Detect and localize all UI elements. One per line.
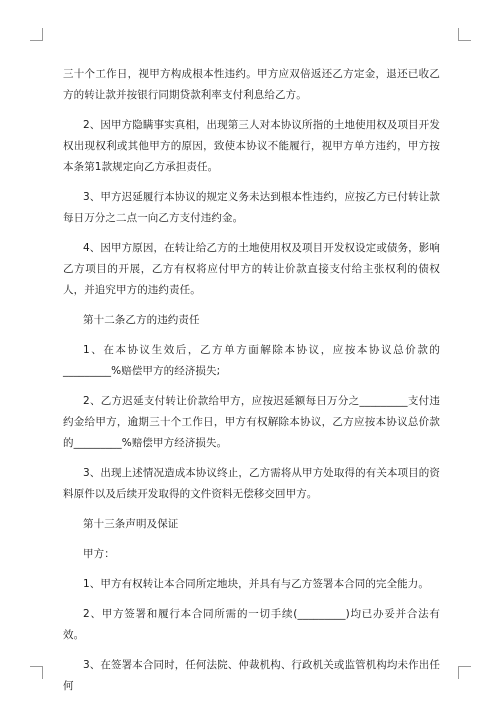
paragraph-article-12-clause-3: 3、出现上述情况造成本协议终止，乙方需将从甲方处取得的有关本项目的资料原件以及后续开发取得的文件资料无偿移交回甲方。 (63, 467, 440, 500)
paragraph-article-13-clause-3: 3、在签署本合同时，任何法院、仲裁机构、行政机关或监管机构均未作出任何 (63, 659, 440, 692)
section-heading-article-12: 第十二条乙方的违约责任 (83, 314, 200, 326)
paragraph-article-12-clause-1: 1、在本协议生效后，乙方单方面解除本协议，应按本协议总价款的_________%赔偿甲方的经济损失; (63, 344, 440, 377)
party-label-jia: 甲方： (83, 548, 115, 560)
paragraph-article-13-clause-1: 1、甲方有权转让本合同所定地块，并具有与乙方签署本合同的完全能力。 (83, 578, 429, 590)
paragraph-clause-2: 2、因甲方隐瞒事实真相，出现第三人对本协议所指的土地使用权及项目开发权出现权利或其他甲方的原因，致使本协议不能履行，视甲方单方违约，甲方按本条第1款规定向乙方承担责任。 (63, 119, 440, 173)
crop-mark-top-right (458, 28, 471, 41)
section-heading-article-13: 第十三条声明及保证 (83, 518, 179, 530)
crop-mark-top-left (30, 28, 43, 41)
paragraph-article-13-clause-2: 2、甲方签署和履行本合同所需的一切手续(_________)均已办妥并合法有效。 (63, 608, 440, 641)
document-body (63, 64, 440, 706)
crop-mark-bottom-right (458, 666, 471, 679)
paragraph-continuation: 三十个工作日，视甲方构成根本性违约。甲方应双倍返还乙方定金，退还已收乙方的转让款并按银行同期贷款利率支付利息给乙方。 (63, 68, 440, 101)
paragraph-article-12-clause-2: 2、乙方迟延支付转让价款给甲方，应按迟延额每日万分之_________支付违约金给甲方，逾期三十个工作日，甲方有权解除本协议，乙方应按本协议总价款的_________%赔偿甲方经济损失。 (63, 395, 440, 449)
crop-mark-bottom-left (30, 666, 43, 679)
paragraph-clause-3: 3、甲方迟延履行本协议的规定义务未达到根本性违约，应按乙方已付转让款每日万分之二点一向乙方支付违约金。 (63, 191, 440, 224)
paragraph-clause-4: 4、因甲方原因，在转让给乙方的土地使用权及项目开发权设定或债务，影响乙方项目的开展，乙方有权将应付甲方的转让价款直接支付给主张权利的债权人，并追究甲方的违约责任。 (63, 242, 440, 296)
